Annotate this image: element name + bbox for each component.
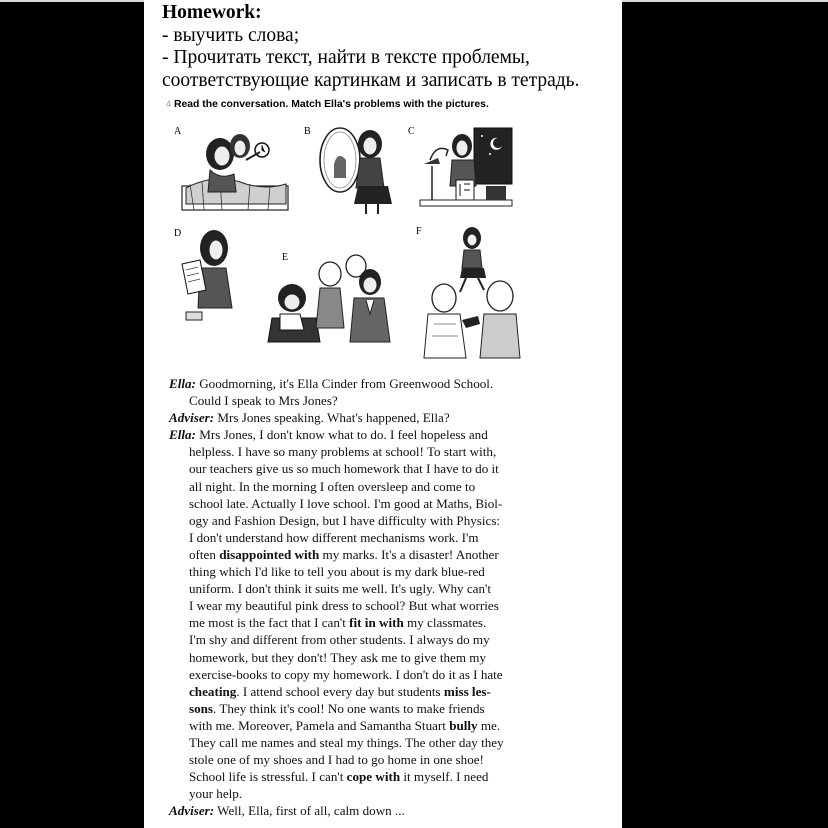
dialog-line: Goodmorning, it's Ella Cinder from Greenwood School. (199, 376, 494, 391)
dialog-line: with me. Moreover, Pamela and Samantha Stuart bully me. (189, 717, 501, 733)
picture-label-f: F (416, 226, 422, 237)
dialog-line: Could I speak to Mrs Jones? (189, 393, 338, 409)
dialog-line: our teachers give us so much homework that I have to do it (189, 461, 499, 477)
picture-a-girl-in-bed (180, 126, 292, 212)
dialog-line: ogy and Fashion Design, but I have difficulty with Physics: (189, 512, 501, 528)
speaker-name: Adviser: (169, 803, 215, 819)
picture-b-girl-mirror (314, 124, 398, 216)
dialog-line: School life is stressful. I can't cope with it myself. I need (189, 769, 489, 785)
dialog-line: stole one of my shoes and I had to go home in one shoe! (189, 752, 484, 768)
picture-f-girls-shoe (414, 224, 524, 364)
speaker-name: Ella: (169, 376, 196, 391)
homework-block (162, 2, 579, 92)
worksheet-page (144, 0, 622, 828)
key-phrase: bully (449, 717, 478, 733)
dialog-line: They call me names and steal my things. The other day they (189, 734, 504, 750)
dialog-line: Well, Ella, first of all, calm down ... (217, 803, 405, 819)
picture-c-girl-desk-night (416, 124, 516, 214)
speaker-name: Ella: (169, 427, 196, 443)
speaker-name: Adviser: (169, 410, 215, 426)
dialog-turn (169, 802, 569, 819)
dialog-turn (169, 426, 569, 802)
dialog-line: I wear my beautiful pink dress to school? But what worries (189, 598, 499, 614)
dialog-line: I'm shy and different from other students. I always do my (189, 632, 490, 648)
dialog-line: me most is the fact that I can't fit in with my classmates. (189, 615, 487, 631)
key-phrase: miss les- (443, 683, 491, 699)
conversation (169, 375, 569, 819)
dialog-line: homework, but they don't! They ask me to give them my (189, 649, 487, 665)
picture-label-c: C (408, 126, 415, 137)
dialog-turn (169, 375, 569, 409)
key-phrase: cope with (346, 769, 401, 785)
homework-line-1: - выучить слова; (162, 24, 300, 46)
homework-line-2: - Прочитать текст, найти в тексте проблемы, (162, 47, 530, 68)
dialog-line: often disappointed with my marks. It's a disaster! Another (189, 546, 499, 562)
dialog-line: sons. They think it's cool! No one wants to make friends (189, 700, 485, 716)
picture-label-e: E (282, 252, 289, 263)
dialog-line: Mrs Jones speaking. What's happened, Ella? (217, 410, 450, 426)
homework-line-3: соответствующие картинкам и записать в тетрадь. (162, 69, 580, 91)
homework-title: Homework: (162, 2, 262, 23)
key-phrase: fit in with (349, 615, 404, 631)
dialog-line: your help. (189, 786, 243, 802)
dialog-line: uniform. I don't think it suits me well. It's ugly. Why can't (189, 581, 492, 597)
exercise-number: 4 (166, 99, 172, 109)
dialog-line: I don't understand how different mechanisms work. I'm (189, 529, 479, 545)
dialog-turn (169, 409, 569, 426)
key-phrase: disappointed with (219, 546, 320, 562)
exercise-instruction (166, 99, 489, 110)
dialog-line: Mrs Jones, I don't know what to do. I feel hopeless and (199, 427, 488, 443)
picture-label-a: A (174, 126, 182, 137)
dialog-line: all night. In the morning I often oversleep and come to (189, 478, 476, 494)
dialog-line: thing which I'd like to tell you about is my dark blue-red (189, 564, 485, 580)
picture-d-girl-paper (178, 228, 242, 324)
key-phrase: sons (189, 700, 214, 716)
dialog-line: exercise-books to copy my homework. I don't do it as I hate (189, 666, 503, 682)
picture-label-d: D (174, 228, 182, 239)
dialog-line: school late. Actually I love school. I'm good at Maths, Biol- (189, 495, 503, 511)
dialog-line: cheating. I attend school every day but students miss les- (189, 683, 491, 699)
picture-label-b: B (304, 126, 311, 137)
key-phrase: cheating (189, 683, 237, 699)
picture-e-girl-reading (266, 252, 394, 346)
dialog-line: helpless. I have so many problems at school! To start with, (189, 444, 497, 460)
instruction-text: Read the conversation. Match Ella's problems with the pictures. (174, 99, 489, 110)
